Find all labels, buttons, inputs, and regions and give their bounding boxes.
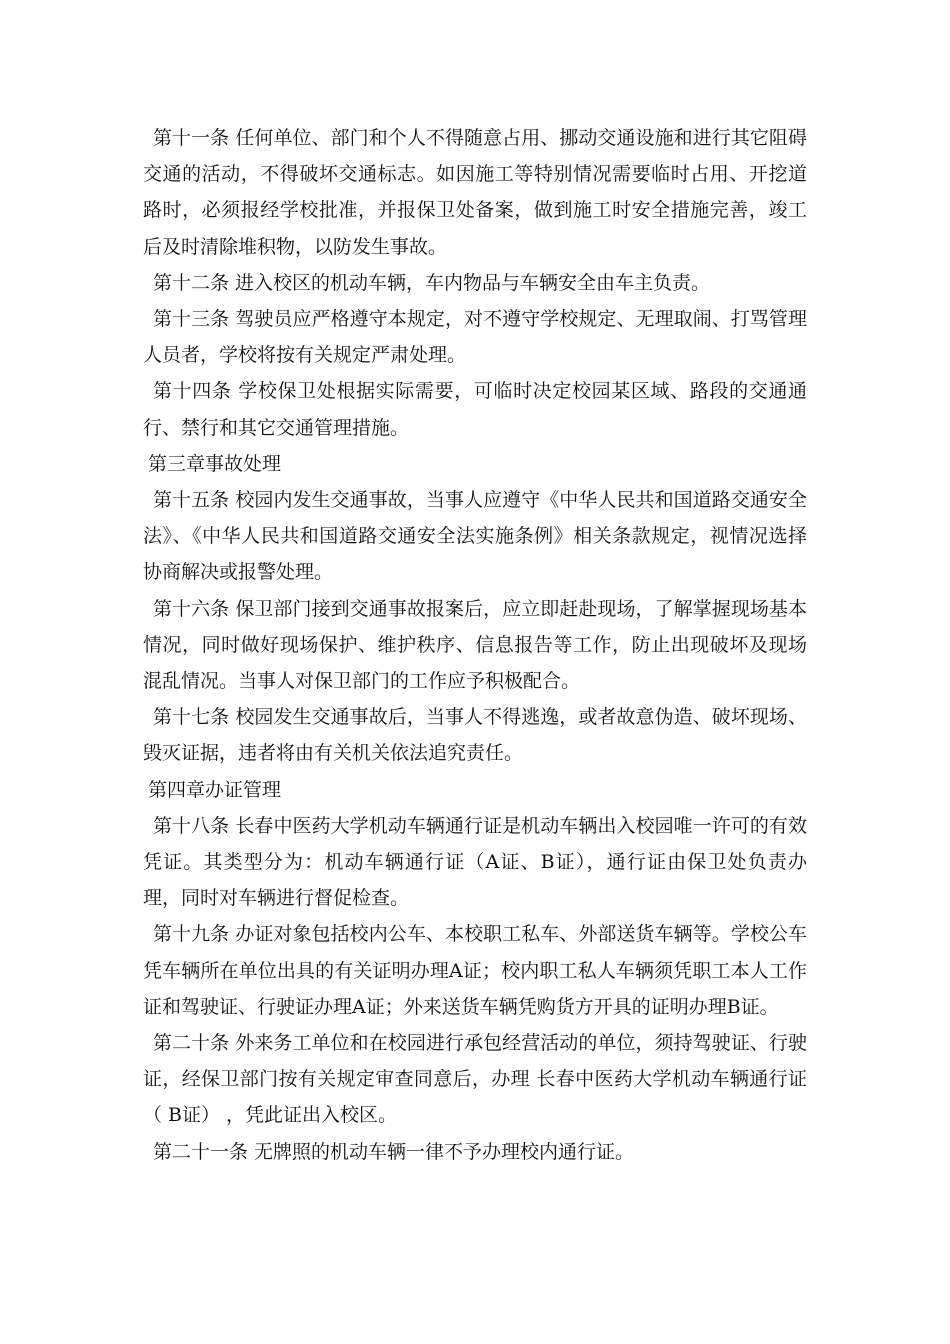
article-12: 第十二条 进入校区的机动车辆，车内物品与车辆安全由车主负责。 <box>153 271 711 294</box>
article-20: 第二十条 外来务工单位和在校园进行承包经营活动的单位，须持驾驶证、行驶证，经保卫部门按有关规定审查同意后，办理 长春中医药大学机动车辆通行证（ B证） ，凭此证出入校区。 <box>143 1032 807 1127</box>
article-14: 第十四条 学校保卫处根据实际需要，可临时决定校园某区域、路段的交通通行、禁行和其它交通管理措施。 <box>143 380 807 439</box>
article-15: 第十五条 校园内发生交通事故，当事人应遵守《中华人民共和国道路交通安全法》、《中华人民共和国道路交通安全法实施条例》相关条款规定，视情况选择协商解决或报警处理。 <box>143 489 807 584</box>
article-18: 第十八条 长春中医药大学机动车辆通行证是机动车辆出入校园唯一许可的有效凭证。其类型分为：机动车辆通行证（A证、B证），通行证由保卫处负责办理，同时对车辆进行督促检查。 <box>143 814 807 910</box>
article-21: 第二十一条 无牌照的机动车辆一律不予办理校内通行证。 <box>153 1140 635 1163</box>
article-17: 第十七条 校园发生交通事故后，当事人不得逃逸，或者故意伪造、破坏现场、毁灭证据，违者将由有关机关依法追究责任。 <box>143 706 807 765</box>
document-body <box>143 120 807 1170</box>
article-19: 第十九条 办证对象包括校内公车、本校职工私车、外部送货车辆等。学校公车凭车辆所在单位出具的有关证明办理A证；校内职工私人车辆须凭职工本人工作证和驾驶证、行驶证办理A证；外来送货车辆凭购货方开具的证明办理B证。 <box>143 923 807 1018</box>
article-16: 第十六条 保卫部门接到交通事故报案后，应立即赶赴现场，了解掌握现场基本情况，同时做好现场保护、维护秩序、信息报告等工作，防止出现破坏及现场混乱情况。当事人对保卫部门的工作应予积极配合。 <box>143 597 807 693</box>
article-11: 第十一条 任何单位、部门和个人不得随意占用、挪动交通设施和进行其它阻碍交通的活动，不得破坏交通标志。如因施工等特别情况需要临时占用、开挖道路时，必须报经学校批准，并报保卫处备案，做到施工时安全措施完善，竣工后及时清除堆积物，以防发生事故。 <box>143 127 807 258</box>
chapter-4-heading: 第四章办证管理 <box>148 778 282 801</box>
chapter-3-heading: 第三章事故处理 <box>148 452 282 475</box>
article-13: 第十三条 驾驶员应严格遵守本规定，对不遵守学校规定、无理取闹、打骂管理人员者，学校将按有关规定严肃处理。 <box>143 308 807 367</box>
